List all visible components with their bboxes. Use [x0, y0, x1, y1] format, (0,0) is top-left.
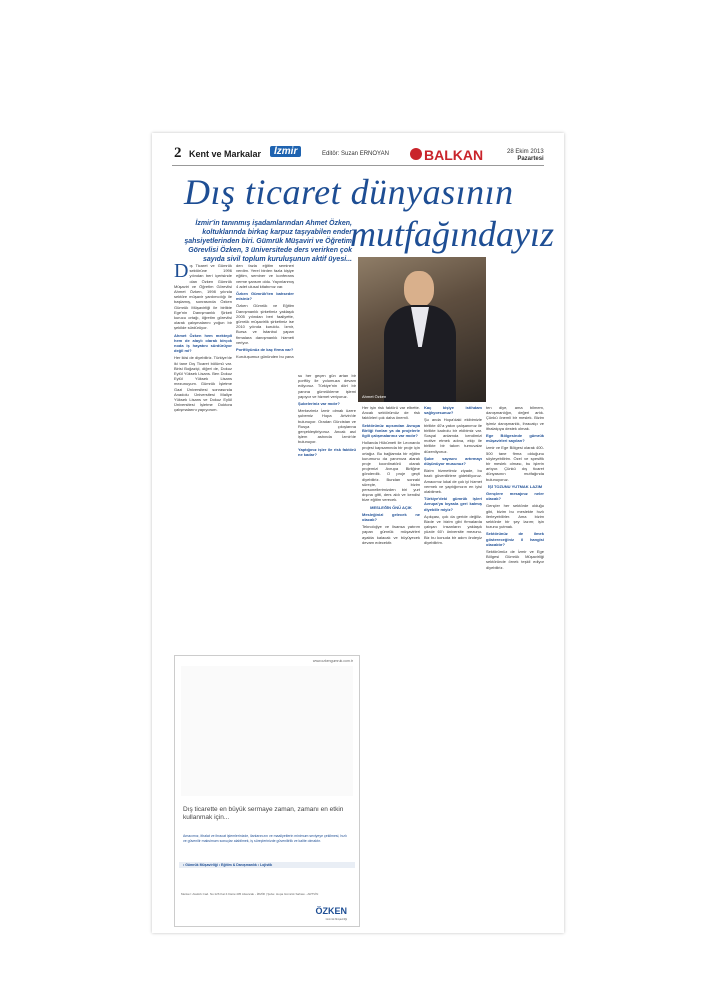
photo-caption: Ahmet Özken — [362, 394, 387, 399]
paragraph: Şu anda Hopa'daki ekibimizle birlikte 40'a yakın çalışanımız ile birlikte kadrolu bir ekibimiz var. Sosyal anlamda kendimizi motive etmek adına, ekip ile birlikte bir takım turnuvalar düzenliyoruz. — [424, 417, 482, 454]
question: Mesleğinizi gelecek ne olacak? — [362, 511, 420, 523]
advertisement — [174, 655, 360, 927]
ad-logo: ÖZKEN — [315, 906, 347, 916]
paragraph: Gençler her sektörde olduğu gibi, bizim bu meslekte hızlı ilerleyebilirler. Ama bizim sektörde bir şey lazım; işin tozunu yutmak. — [486, 503, 544, 530]
paragraph: Özken Gümrük ve Eğitim Danışmanlık şirketimiz yaklaşık 2005 yılından beri faaliyette, gümrük müşavirlik şirketimiz ise 2010 yılında kuruldu. İzmir, Bursa ve İstanbul yapan firmalara danışmanlık hizmeti veriyor. — [236, 303, 294, 345]
headline-line-2: mutfağındayız — [350, 214, 554, 254]
paragraph: ten diye, ama bilmem, danışmanlığın, değeri artık. Çünkü önemli bir meslek. Bizim işimiz danışmanlık, ihracatçı ve ithalatçıya destek olmak. — [486, 405, 544, 431]
paragraph: Hollanda Hükümeti ile Leonardo projesi kapsamında bir proje için ortağız. Bu bağlamda bir eğitim kurumunu da yanımıza alarak proje koordinatörü olarak projemizi Avrupa Birliğine gönderdik. O proje geçti diyebiliriz. Bundan sonraki süreçte, bizim personellerimizden biri yurt dışına gitti, ders aldı ve kendisi bize eğitim verecek. — [362, 440, 420, 503]
article-column-1 — [174, 263, 232, 633]
article-column-4 — [362, 405, 420, 925]
question: Yaptığınız işler ile risk faktörü ne kadar? — [298, 446, 356, 457]
paragraph: Bizim hizmetimiz ziyade, bu bazlı güvenilirlere gidebiliyoruz. Amacımız lokal de çok iyi hizmet vermek ve yaptığımızın en iyisi olabilmek. — [424, 468, 482, 495]
question: Şubeleriniz var mıdır? — [298, 401, 340, 407]
ad-logo-subtitle: Gümrük Müşavirliği — [325, 918, 347, 921]
article-column-3 — [298, 373, 356, 643]
ad-body: Amacımız, ithalat ve ihracat işlemlerinizde, ilanlarınızın ve maaliyetlerin minimum seviyeye çekilmesi, hızlı ve güvenilir maksimum sonuçlar alabilmek, iş süreçlerinizde güvenilirlik ve kalite olmaktır. — [183, 834, 347, 843]
paragraph: Merkezimiz İzmir olmak üzere şubemiz Hopa Artvin'de bulunuyor. Oradan Gürcistan ve Rusya çıkışlarına gerçekleştiriyoruz. Ancak asıl işlem ashında İzmir'de bulunuyor. — [298, 408, 356, 445]
subheading: İŞİ TOZUNU YUTMAK LAZIM — [487, 483, 543, 489]
section-title: Kent ve Markalar — [189, 149, 262, 159]
paragraph: su her geçen gün artan bir portföy ile yolumuza devam ediyoruz. Türkiye'nin dört bir yanına gümrükleme işlemi yapıyor ve hizmet veriyoruz. — [298, 373, 356, 399]
issue-date — [507, 149, 544, 163]
ad-background-image — [181, 666, 353, 796]
paragraph: Kuruluşumuz gününden bu yana — [236, 354, 294, 360]
article-lead: İzmir'in tanınmış işadamlarından Ahmet Özken, koltuklarında birkaç karpuz taşıyabilen ender şahsiyetlerinden biri. Gümrük Müşaviri ve Öğretim Görevlisi Özken, 3 üniversitede ders verirken çok sayıda sivil toplum kuruluşunun aktif üyesi... — [184, 220, 352, 263]
paragraph: Açıkçası, çok da geride değiliz. Bizde ve bizim gibi firmalarda çalışan insanların yaklaşık yüzde 60'ı üniversite mezunu. Biz bu konuda bir adım öndeyiz diyebilirim. — [424, 513, 482, 545]
question: Özken Gümrük'ten bahseder misiniz? — [236, 291, 294, 302]
ad-services-bar: • Gümrük Müşavirliği • Eğitim & Danışmanlık • Lojistik — [179, 862, 355, 868]
section-city: İzmir — [270, 146, 301, 157]
article-column-6 — [486, 405, 544, 925]
newspaper-page — [152, 133, 564, 933]
editor-credit: Editör: Suzan ERNOYAN — [322, 151, 389, 157]
paragraph: İzmir ve Ege Bölgesi olarak 400-500 tane firma olduğunu söyleyebilirim. Özel ve spesifik bir meslek olması, bu işlerin artıyor. Çünkü dış ticaret dünyasının mutfağında bulunuyoruz. — [486, 445, 544, 482]
paragraph: den fazla eğitim semineri verdim. Yerel birden fazla kişiye eğitim, seminer ve konferans verme şansım oldu. Yayınlanmış 4 adet ulusal kitabımız var. — [236, 263, 294, 289]
paragraph: Her ikisi de diyebiliriz. Türkiye'de iki tane Dış Ticaret bölümü var. Birisi Boğaziçi, diğeri de, Dokuz Eylül Yüksek Lisans. Ben Dokuz Eylül Yüksek Lisans mezunuyum. Gümrük İşletme Gazi Üniversitesi sonrasında Anadolu Üniversitesi Maliye Yüksek Lisans ve Dokuz Eylül Üniversitesi İşletme Doktora çalışmalarını yapıyorum. — [174, 355, 232, 413]
question: Ege Bölgesinde gümrük müşavirleri sayıları? — [486, 433, 544, 444]
date-line: 28 Ekim 2013 — [507, 149, 544, 155]
ad-title: Dış ticarette en büyük sermaye zaman, zamanı en etkin kullanmak için... — [183, 806, 344, 821]
ad-contact-info: Merkez: Atatürk Cad. No:126 Kat:4 Daire:405 Alsancak - İZMİR | Şube: Hopa Gümrük Sahası - ARTVİN — [181, 892, 319, 896]
headline-line-1: Dış ticaret dünyasının — [184, 172, 514, 212]
newspaper-logo: BALKAN — [424, 147, 484, 163]
paragraph: Her işin risk faktörü var elbette. Ancak sektörümüz de risk faktörleri çok daha önemli. — [362, 405, 420, 421]
page-header — [152, 143, 564, 165]
paragraph: ış Ticaret ve Gümrük sektörüne 1996 yılından beri içerisinde olan Özken Gümrük Müşaviri ve Öğretim Görevlisi Ahmet Özken, 1998 yılında sektöre müşavir yardımcılığı ile başlamış, sonrasında Özken Gümrük Müşavirliği ile birlikte Ege'nin Danışmanlık Şirketi kurucu ortağı, öğretim görevlisi olarak çalışmalarını yoğun bir şekilde sürdürüyor. — [174, 263, 232, 331]
ad-website: www.ozkengumruk.com.tr — [312, 659, 353, 663]
question: Sektörünüz açısından Avrupa Birliği fonları ya da projelerle ilgili çalışmalarınız var mıdır? — [362, 422, 420, 439]
weekday: Pazartesi — [517, 156, 544, 162]
question: Ahmet Özken hem mektepli hem de alaylı olarak birçok noda iş hayatını sürdürüyor değil mi? — [174, 332, 232, 354]
article-column-5 — [424, 405, 482, 925]
question: Portföyünüz de kaç firma var? — [236, 347, 294, 353]
header-divider — [172, 165, 544, 166]
page-number: 2 — [174, 145, 182, 161]
subheading: MESLEĞİN ÖNÜ AÇIK — [370, 504, 412, 510]
photo-face — [404, 271, 434, 307]
article-column-2 — [236, 263, 294, 633]
question: Sektörünüz de ilmek göstereceğiniz il hangisi olacaktır? — [486, 531, 544, 547]
question: Şube sayısını artırmayı düşünüyor musunuz? — [424, 455, 482, 467]
newspaper-logo-icon — [410, 148, 422, 160]
question: Türkiye'deki gümrük işleri Avrupa'ya kıyasla geri kalmış diyebilir miyiz? — [424, 496, 482, 512]
portrait-photo — [358, 257, 486, 402]
question: Gençlere mesajınız neler olacak? — [486, 491, 544, 502]
paragraph: Sektörümüz de İzmir ve Ege Bölgesi Gümrük Müşavirliği sektöründe örnek teşkil ediyor diyebiliriz. — [486, 549, 544, 570]
paragraph: Teknolojiye ve lisansa yatırım yapan gümrük müşavirleri ayakta kalacak ve büyüyecek devam edecektir. — [362, 524, 420, 545]
question: Kaç kişiye istihdam sağlıyorsunuz? — [424, 405, 482, 416]
drop-cap: D — [174, 263, 189, 282]
